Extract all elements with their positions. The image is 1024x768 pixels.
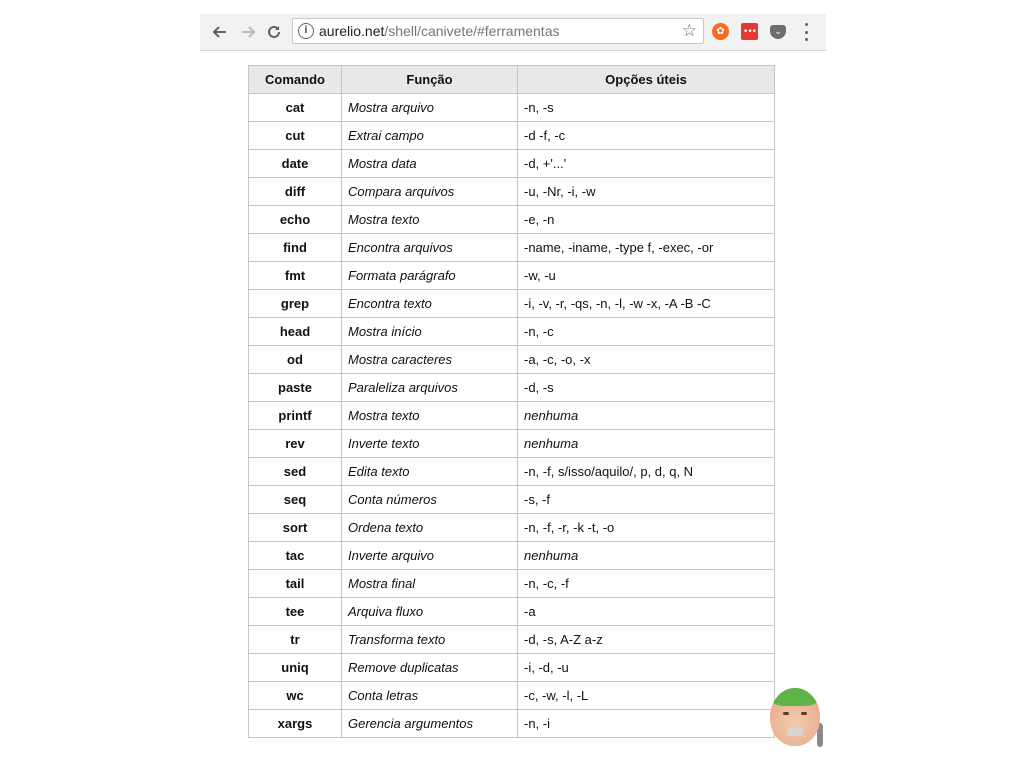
table-row	[249, 234, 775, 262]
function-cell: Mostra data	[342, 150, 518, 178]
table-row	[249, 374, 775, 402]
table-row	[249, 318, 775, 346]
command-cell: date	[249, 150, 342, 178]
options-cell: -a, -c, -o, -x	[518, 346, 775, 374]
command-cell: cat	[249, 94, 342, 122]
command-cell: tail	[249, 570, 342, 598]
function-cell: Compara arquivos	[342, 178, 518, 206]
info-icon[interactable]: i	[298, 23, 314, 39]
table-row	[249, 122, 775, 150]
star-icon[interactable]: ☆	[681, 21, 697, 41]
function-cell: Arquiva fluxo	[342, 598, 518, 626]
table-row	[249, 430, 775, 458]
forward-button[interactable]	[236, 20, 260, 44]
options-cell: -n, -c, -f	[518, 570, 775, 598]
table-row	[249, 654, 775, 682]
arrow-left-icon	[212, 24, 228, 40]
command-cell: xargs	[249, 710, 342, 738]
function-cell: Mostra arquivo	[342, 94, 518, 122]
options-cell: -n, -s	[518, 94, 775, 122]
extension-red-icon[interactable]: •••	[741, 23, 758, 40]
options-cell: -d, +'...'	[518, 150, 775, 178]
options-cell: -d -f, -c	[518, 122, 775, 150]
command-cell: grep	[249, 290, 342, 318]
table-row	[249, 486, 775, 514]
function-cell: Mostra caracteres	[342, 346, 518, 374]
options-cell: nenhuma	[518, 542, 775, 570]
table-row	[249, 458, 775, 486]
tools-table	[248, 65, 775, 738]
command-cell: paste	[249, 374, 342, 402]
table-row	[249, 542, 775, 570]
arrow-right-icon	[240, 24, 256, 40]
function-cell: Conta letras	[342, 682, 518, 710]
command-cell: printf	[249, 402, 342, 430]
command-cell: wc	[249, 682, 342, 710]
options-cell: nenhuma	[518, 402, 775, 430]
options-cell: -c, -w, -l, -L	[518, 682, 775, 710]
page-content	[200, 51, 826, 754]
table-header-row	[249, 66, 775, 94]
reload-button[interactable]	[262, 20, 286, 44]
command-cell: head	[249, 318, 342, 346]
options-cell: -s, -f	[518, 486, 775, 514]
options-cell: -n, -i	[518, 710, 775, 738]
command-cell: diff	[249, 178, 342, 206]
function-cell: Inverte texto	[342, 430, 518, 458]
options-cell: -n, -c	[518, 318, 775, 346]
options-cell: nenhuma	[518, 430, 775, 458]
command-cell: uniq	[249, 654, 342, 682]
function-cell: Gerencia argumentos	[342, 710, 518, 738]
command-cell: rev	[249, 430, 342, 458]
function-cell: Extrai campo	[342, 122, 518, 150]
function-cell: Inverte arquivo	[342, 542, 518, 570]
options-cell: -i, -d, -u	[518, 654, 775, 682]
options-cell: -n, -f, s/isso/aquilo/, p, d, q, N	[518, 458, 775, 486]
table-row	[249, 402, 775, 430]
address-bar[interactable]	[292, 18, 704, 44]
function-cell: Paraleliza arquivos	[342, 374, 518, 402]
function-cell: Mostra início	[342, 318, 518, 346]
command-cell: cut	[249, 122, 342, 150]
table-row	[249, 262, 775, 290]
command-cell: od	[249, 346, 342, 374]
table-row	[249, 514, 775, 542]
function-cell: Remove duplicatas	[342, 654, 518, 682]
command-cell: find	[249, 234, 342, 262]
header-opcoes: Opções úteis	[518, 66, 775, 94]
options-cell: -d, -s	[518, 374, 775, 402]
function-cell: Mostra texto	[342, 206, 518, 234]
options-cell: -i, -v, -r, -qs, -n, -l, -w -x, -A -B -C	[518, 290, 775, 318]
vertical-dots-icon[interactable]	[801, 23, 811, 41]
url-path: /shell/canivete/#ferramentas	[384, 23, 560, 39]
table-row	[249, 346, 775, 374]
command-cell: fmt	[249, 262, 342, 290]
table-row	[249, 710, 775, 738]
table-row	[249, 626, 775, 654]
table-row	[249, 570, 775, 598]
function-cell: Mostra texto	[342, 402, 518, 430]
extension-orange-icon[interactable]: ✿	[712, 23, 729, 40]
options-cell: -n, -f, -r, -k -t, -o	[518, 514, 775, 542]
url-text[interactable]	[319, 23, 559, 39]
table-row	[249, 682, 775, 710]
command-cell: tac	[249, 542, 342, 570]
function-cell: Encontra texto	[342, 290, 518, 318]
function-cell: Formata parágrafo	[342, 262, 518, 290]
table-row	[249, 206, 775, 234]
function-cell: Transforma texto	[342, 626, 518, 654]
command-cell: echo	[249, 206, 342, 234]
table-row	[249, 290, 775, 318]
pocket-icon[interactable]: ⌄	[770, 25, 786, 39]
webcam-overlay	[770, 688, 820, 746]
command-cell: seq	[249, 486, 342, 514]
options-cell: -d, -s, A-Z a-z	[518, 626, 775, 654]
table-row	[249, 150, 775, 178]
function-cell: Conta números	[342, 486, 518, 514]
table-row	[249, 94, 775, 122]
header-funcao: Função	[342, 66, 518, 94]
header-comando: Comando	[249, 66, 342, 94]
command-cell: sed	[249, 458, 342, 486]
function-cell: Ordena texto	[342, 514, 518, 542]
function-cell: Encontra arquivos	[342, 234, 518, 262]
reload-icon	[266, 24, 282, 40]
table-row	[249, 598, 775, 626]
options-cell: -e, -n	[518, 206, 775, 234]
function-cell: Mostra final	[342, 570, 518, 598]
command-cell: sort	[249, 514, 342, 542]
command-cell: tee	[249, 598, 342, 626]
browser-toolbar	[200, 14, 826, 51]
url-host: aurelio.net	[319, 23, 385, 39]
table-row	[249, 178, 775, 206]
options-cell: -name, -iname, -type f, -exec, -or	[518, 234, 775, 262]
table-body	[249, 94, 775, 738]
back-button[interactable]	[208, 20, 232, 44]
command-cell: tr	[249, 626, 342, 654]
options-cell: -a	[518, 598, 775, 626]
browser-window	[200, 14, 826, 754]
options-cell: -u, -Nr, -i, -w	[518, 178, 775, 206]
function-cell: Edita texto	[342, 458, 518, 486]
options-cell: -w, -u	[518, 262, 775, 290]
